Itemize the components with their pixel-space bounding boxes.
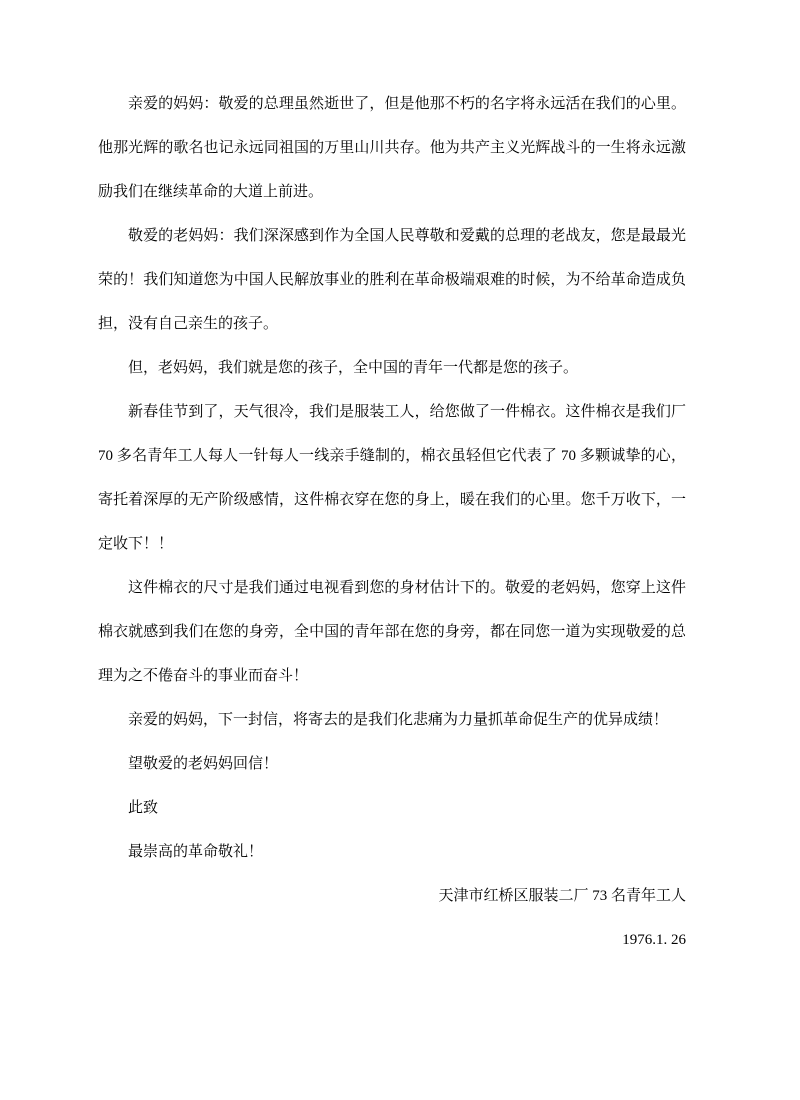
letter-paragraph: 亲爱的妈妈，下一封信，将寄去的是我们化悲痛为力量抓革命促生产的优异成绩！ — [128, 712, 669, 728]
letter-paragraph: 但，老妈妈，我们就是您的孩子，全中国的青年一代都是您的孩子。 — [128, 360, 579, 376]
letter-paragraph: 望敬爱的老妈妈回信！ — [128, 756, 279, 772]
letter-paragraph: 这件棉衣的尺寸是我们通过电视看到您的身材估计下的。敬爱的老妈妈，您穿上这件棉衣就感到我们在您的身旁，全中国的青年部在您的身旁，都在同您一道为实现敬爱的总理为之不倦奋斗的事业而奋斗！ — [98, 580, 686, 684]
letter-closing-salute: 最崇高的革命敬礼！ — [128, 844, 264, 860]
letter-body — [98, 82, 686, 962]
letter-paragraph: 敬爱的老妈妈：我们深深感到作为全国人民尊敬和爱戴的总理的老战友，您是最最光荣的！我们知道您为中国人民解放事业的胜利在革命极端艰难的时候，为不给革命造成负担，没有自己亲生的孩子。 — [98, 228, 686, 332]
signature-line: 天津市红桥区服装二厂 73 名青年工人 — [438, 888, 686, 904]
date-line: 1976.1. 26 — [622, 932, 686, 948]
letter-paragraph-greeting: 亲爱的妈妈：敬爱的总理虽然逝世了，但是他那不朽的名字将永远活在我们的心里。他那光辉的歌名也记永远同祖国的万里山川共存。他为共产主义光辉战斗的一生将永远激励我们在继续革命的大道上前进。 — [98, 96, 686, 200]
letter-closing-cizhi: 此致 — [128, 800, 159, 816]
letter-paragraph: 新春佳节到了，天气很冷，我们是服装工人，给您做了一件棉衣。这件棉衣是我们厂 70 多名青年工人每人一针每人一线亲手缝制的，棉衣虽轻但它代表了 70 多颗诚挚的心，寄托着深厚的无产阶级感情，这件棉衣穿在您的身上，暖在我们的心里。您千万收下，一定收下！！ — [98, 404, 686, 552]
